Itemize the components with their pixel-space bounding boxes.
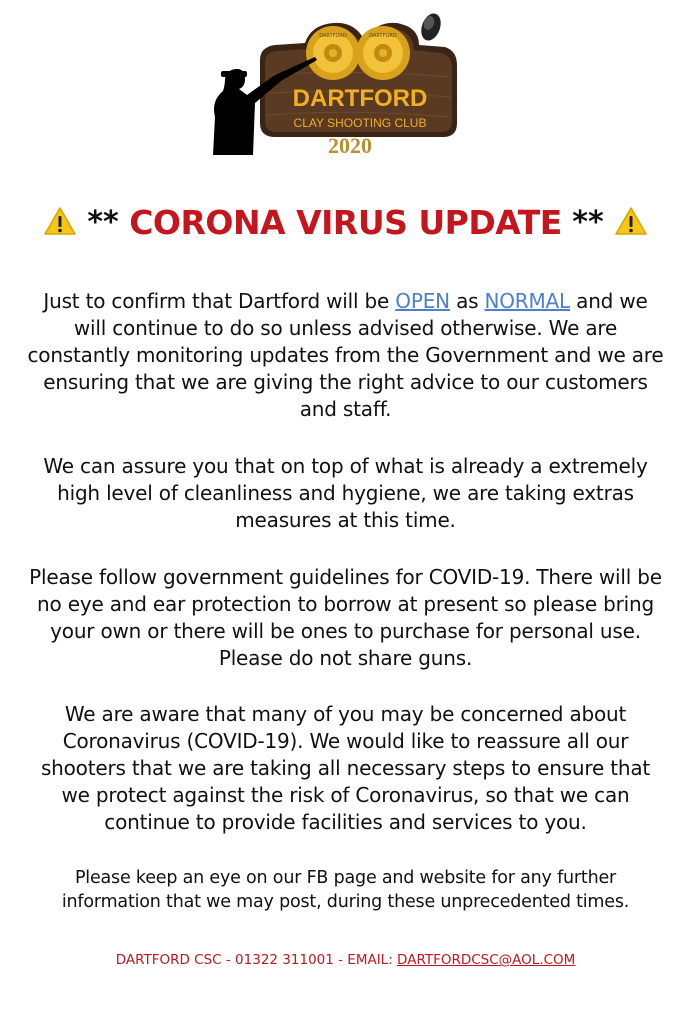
cartridge-left-icon <box>306 26 360 80</box>
paragraph-reassurance: We are aware that many of you may be concerned about Coronavirus (COVID-19). We would like to reassure all our shooters that we are taking all necessary steps to ensure that we protect against the risk of Coronavirus, so that we can continue to provide facilities and services to you. <box>40 702 651 834</box>
svg-text:DARTFORD: DARTFORD <box>369 33 397 39</box>
club-logo <box>0 0 691 170</box>
clay-target-icon <box>418 11 444 43</box>
svg-text:DARTFORD: DARTFORD <box>319 33 347 39</box>
contact-text: DARTFORD CSC - 01322 311001 - EMAIL: <box>115 952 398 968</box>
heading-stars-right: ** <box>572 205 604 240</box>
warning-icon <box>614 206 648 236</box>
warning-icon <box>43 206 77 236</box>
paragraph-text: as <box>449 289 485 313</box>
svg-text:2020: 2020 <box>328 133 372 158</box>
paragraph-updates: Please keep an eye on our FB page and website for any further information that we may post, during these unprecedented times. <box>61 868 630 912</box>
logo-graphic <box>205 5 465 165</box>
paragraph-text: Just to confirm that Dartford will be <box>43 289 396 313</box>
paragraph-cleanliness: We can assure you that on top of what is already a extremely high level of cleanliness and hygiene, we are taking extras measures at this time. <box>43 454 648 532</box>
normal-link[interactable]: NORMAL <box>484 289 570 313</box>
svg-text:CLAY SHOOTING CLUB: CLAY SHOOTING CLUB <box>293 116 427 130</box>
paragraph-text: and we will continue to do so unless advised otherwise. We are constantly monitoring updates from the Government and we are ensuring that we are giving the right advice to our customers and staff. <box>27 289 664 421</box>
email-link[interactable]: DARTFORDCSC@AOL.COM <box>397 952 576 968</box>
svg-text:DARTFORD: DARTFORD <box>292 85 428 112</box>
heading-title: CORONA VIRUS UPDATE <box>129 203 562 242</box>
heading-stars-left: ** <box>87 205 119 240</box>
paragraph-open-status <box>25 288 666 423</box>
paragraph-guidelines: Please follow government guidelines for COVID-19. There will be no eye and ear protection to borrow at present so please bring your own or there will be ones to purchase for personal use. Please do not share guns. <box>29 565 662 670</box>
footer-contact <box>0 952 691 968</box>
page-heading <box>0 198 691 248</box>
cartridge-right-icon <box>356 26 410 80</box>
open-link[interactable]: OPEN <box>395 289 450 313</box>
